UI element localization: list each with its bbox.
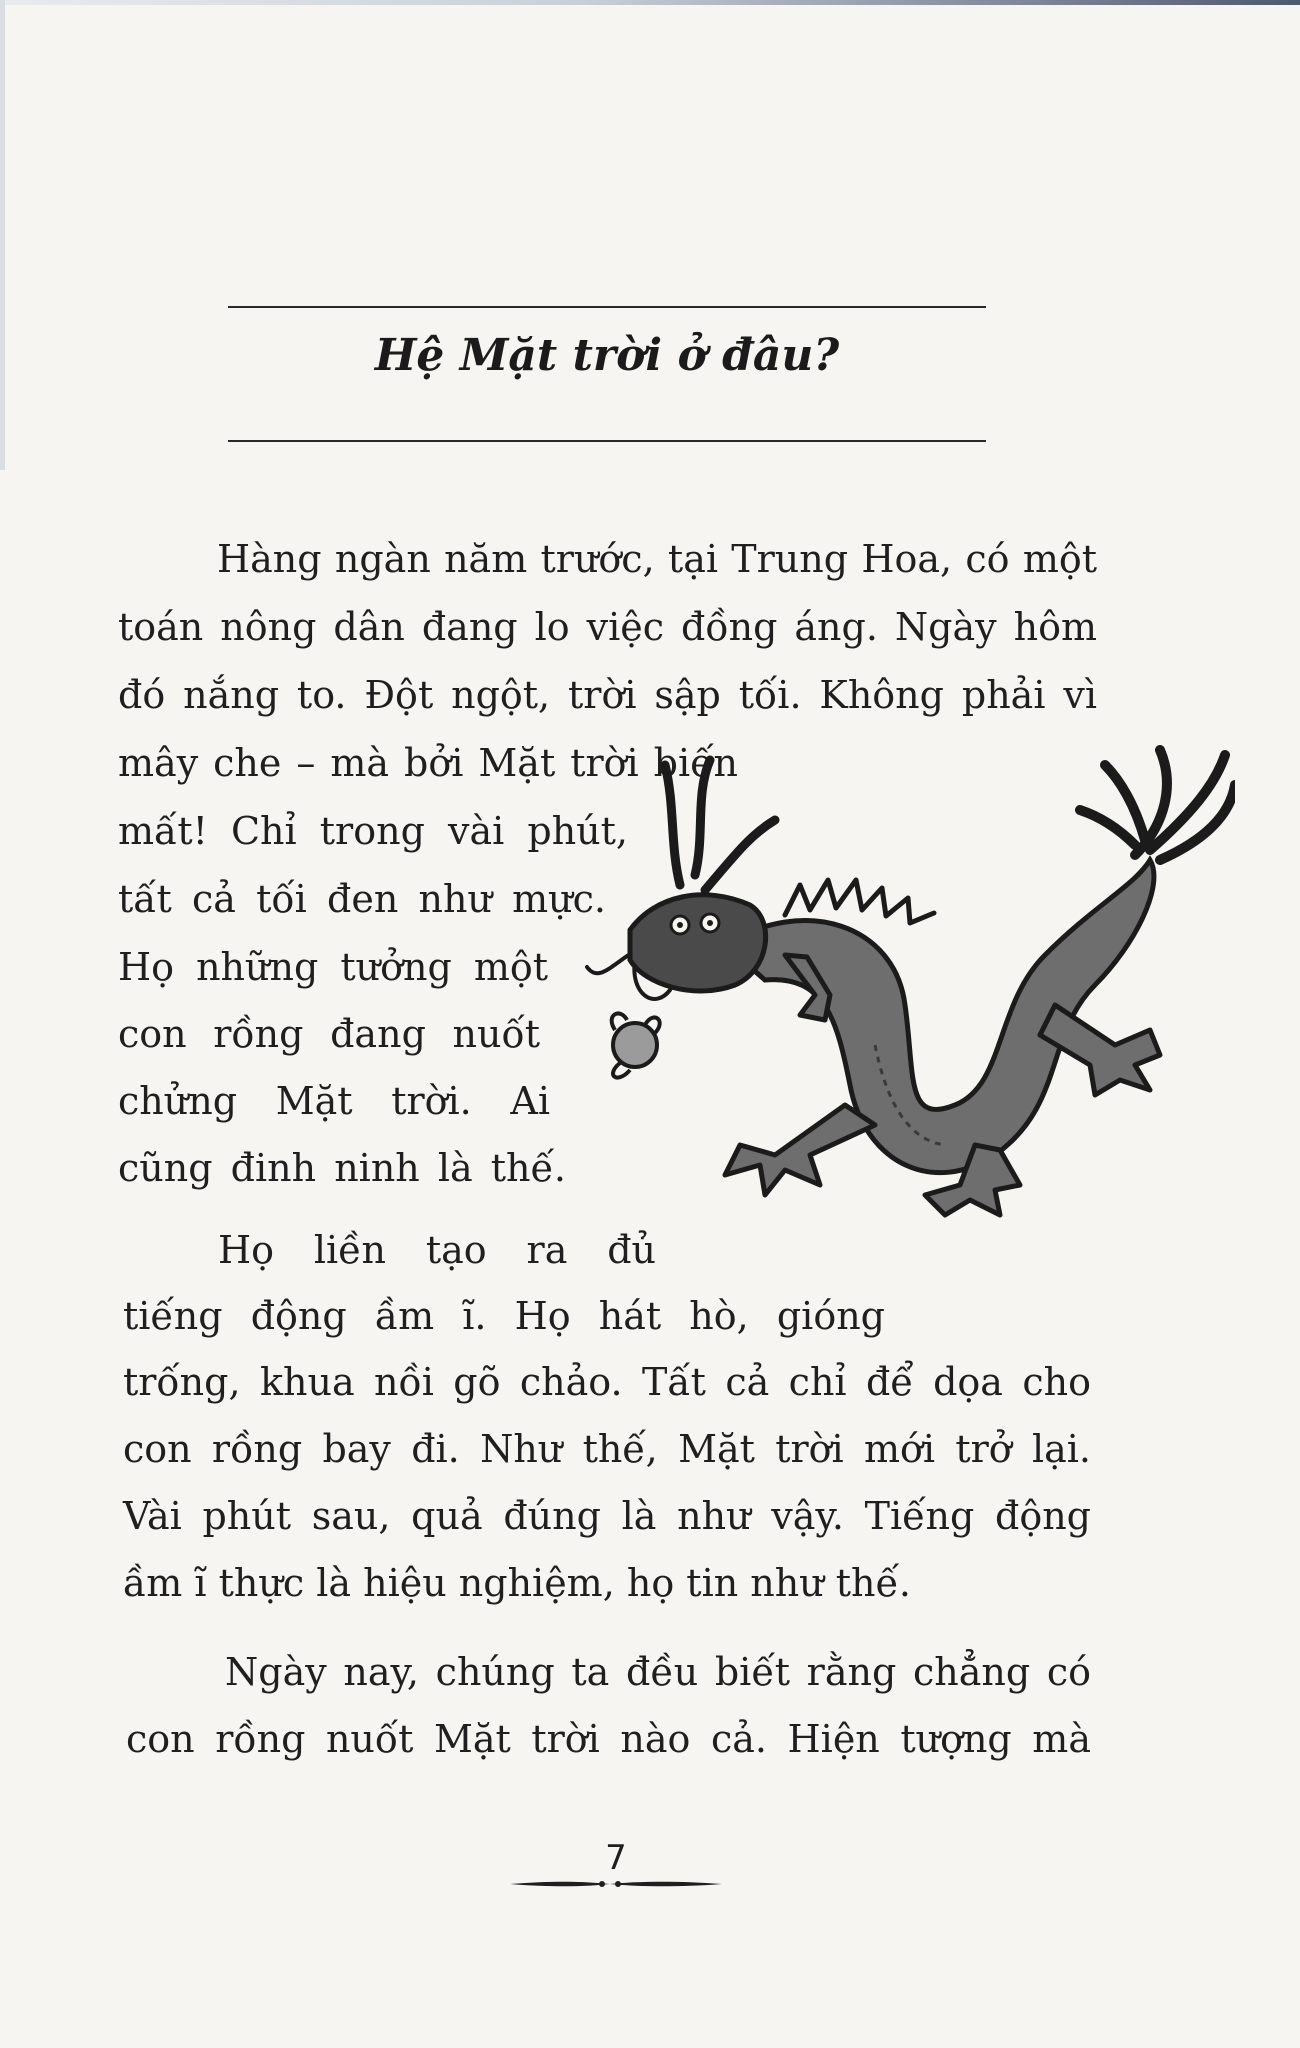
text-line: Ngày nay, chúng ta đều biết rằng chẳng có	[225, 1650, 1091, 1694]
text-line: ầm ĩ thực là hiệu nghiệm, họ tin như thế.	[123, 1561, 911, 1605]
text-line: chửng Mặt trời. Ai	[118, 1079, 550, 1123]
text-line: Vài phút sau, quả đúng là như vậy. Tiếng động	[123, 1494, 1091, 1538]
text-line: cũng đinh ninh là thế.	[118, 1146, 566, 1190]
chapter-title: Hệ Mặt trời ở đâu?	[374, 330, 840, 381]
text-line: trống, khua nồi gõ chảo. Tất cả chỉ để dọa cho	[123, 1360, 1091, 1404]
text-line: toán nông dân đang lo việc đồng áng. Ngày hôm	[118, 605, 1097, 649]
text-line: Họ những tưởng một	[118, 945, 548, 989]
text-line: tiếng động ầm ĩ. Họ hát hò, gióng	[123, 1294, 885, 1338]
text-line: con rồng nuốt Mặt trời nào cả. Hiện tượng mà	[126, 1717, 1091, 1761]
title-rule-bottom	[228, 440, 986, 442]
page-left-edge	[0, 0, 5, 470]
page-top-edge	[0, 0, 1300, 5]
text-line: Họ liền tạo ra đủ	[218, 1228, 656, 1272]
text-line: con rồng đang nuốt	[118, 1012, 540, 1056]
page-number: 7	[605, 1838, 627, 1878]
text-line: con rồng bay đi. Như thế, Mặt trời mới trở lại.	[123, 1427, 1091, 1471]
text-line: Hàng ngàn năm trước, tại Trung Hoa, có một	[217, 537, 1097, 581]
text-line: mây che – mà bởi Mặt trời biến	[118, 741, 738, 785]
text-line: đó nắng to. Đột ngột, trời sập tối. Không phải vì	[118, 673, 1097, 717]
text-line: mất! Chỉ trong vài phút,	[118, 809, 628, 853]
dragon-illustration	[575, 745, 1235, 1220]
page-number-ornament	[510, 1876, 722, 1892]
text-line: tất cả tối đen như mực.	[118, 877, 606, 921]
title-rule-top	[228, 306, 986, 308]
